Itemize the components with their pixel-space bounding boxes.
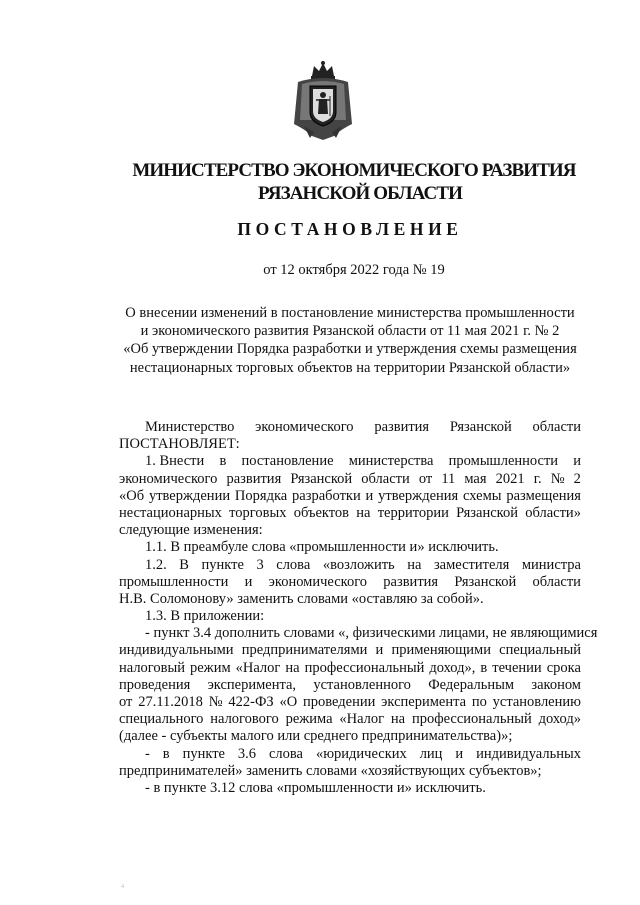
- item1-1-line: 1.1. В преамбуле слова «промышленности и» исключить.: [145, 539, 499, 556]
- preamble-line: [119, 419, 581, 436]
- item1-2-line: [119, 557, 581, 574]
- item1-3-line: - пункт 3.4 дополнить словами «, физическими лицами, не являющимися: [145, 625, 598, 642]
- word: налогового: [210, 711, 279, 728]
- word: торговых: [229, 504, 287, 521]
- word: доход»,: [429, 659, 476, 676]
- word: «Налог: [235, 659, 281, 676]
- word: профессиональный: [411, 711, 532, 728]
- word: индивидуальными: [119, 642, 234, 659]
- item1-line: [119, 488, 581, 505]
- item1-3-line: [119, 642, 581, 659]
- subject-line: «Об утверждении Порядка разработки и утверждения схемы размещения: [123, 341, 577, 358]
- word: «Об: [119, 487, 145, 504]
- word: проведения: [119, 676, 191, 693]
- word: территории: [377, 504, 449, 521]
- word: лиц: [419, 745, 443, 762]
- word: министра: [521, 556, 581, 573]
- word: утверждении: [148, 487, 231, 504]
- item1-3-line: [119, 660, 581, 677]
- word: проведении: [303, 694, 376, 710]
- word: эксперимента: [381, 694, 467, 710]
- word: в: [162, 745, 170, 762]
- item1-3-line: [119, 677, 581, 694]
- word: министерства: [348, 453, 434, 470]
- word: 2: [573, 470, 581, 487]
- word: слова: [276, 556, 311, 573]
- word: разработки: [292, 487, 361, 504]
- word: специальный: [499, 642, 581, 659]
- word: срока: [546, 659, 581, 676]
- word: предпринимателями: [241, 642, 368, 659]
- word: 27.11.2018: [138, 694, 203, 710]
- word: №: [550, 470, 565, 487]
- word: индивидуальных: [476, 745, 581, 762]
- item1-3-line: [119, 746, 581, 763]
- item1-line: [119, 505, 581, 522]
- word: доход»: [538, 711, 581, 728]
- word: эксперимента,: [207, 676, 297, 693]
- word: 2021: [495, 470, 525, 487]
- word: нестационарных: [119, 504, 222, 521]
- word: и: [455, 745, 464, 762]
- word: экономического: [268, 573, 368, 590]
- word: на: [390, 711, 406, 728]
- corner-mark: 4: [121, 884, 124, 890]
- word: Рязанской: [456, 504, 518, 521]
- subject-line: и экономического развития Рязанской области от 11 мая 2021 г. № 2: [140, 323, 560, 340]
- subject-line: нестационарных торговых объектов на территории Рязанской области»: [129, 359, 571, 376]
- item1-2-line: Н.В. Соломонову» заменить словами «оставляю за собой».: [119, 590, 484, 607]
- word: установлению: [492, 694, 581, 710]
- word: налоговый: [119, 659, 185, 676]
- word: области: [532, 419, 581, 435]
- word: профессиональный: [304, 659, 425, 676]
- word: области»: [525, 504, 581, 521]
- ministry-name-line2: РЯЗАНСКОЙ ОБЛАСТИ: [258, 183, 462, 204]
- word: области: [361, 470, 410, 487]
- document-type-heading: ПОСТАНОВЛЕНИЕ: [237, 219, 463, 239]
- word: №: [208, 694, 223, 710]
- item1-3-line: предпринимателей» заменить словами «хозяйствующих субъектов»;: [119, 762, 542, 779]
- word: мая: [464, 470, 487, 487]
- item1-line: следующие изменения:: [119, 522, 263, 539]
- word: слова: [268, 745, 303, 762]
- word: Рязанской: [290, 470, 353, 487]
- word: «О: [279, 694, 298, 710]
- word: В: [179, 556, 189, 573]
- word: от: [119, 694, 133, 710]
- item1-3-title: 1.3. В приложении:: [145, 608, 265, 625]
- item1-3-line: - в пункте 3.12 слова «промышленности и» исключить.: [145, 779, 486, 796]
- word: заместителя: [433, 556, 510, 573]
- item1-3-line: (далее - субъекты малого или среднего предпринимательства)»;: [119, 728, 513, 745]
- word: и: [573, 453, 581, 470]
- item1-2-line: [119, 574, 581, 591]
- word: постановление: [241, 453, 334, 470]
- preamble-line: ПОСТАНОВЛЯЕТ:: [119, 436, 240, 453]
- word: применяющими: [391, 642, 491, 659]
- word: установленного: [313, 676, 411, 693]
- word: «юридических: [315, 745, 407, 762]
- word: в: [480, 659, 488, 676]
- word: от: [418, 470, 433, 487]
- word: на: [407, 556, 422, 573]
- word: и: [244, 573, 253, 590]
- ministry-name-line1: МИНИСТЕРСТВО ЭКОНОМИЧЕСКОГО РАЗВИТИЯ: [132, 160, 576, 181]
- subject-line: О внесении изменений в постановление министерства промышленности: [125, 305, 575, 321]
- word: развития: [374, 419, 430, 435]
- word: промышленности: [119, 573, 229, 590]
- word: Рязанской: [454, 573, 517, 590]
- word: 3.6: [237, 745, 257, 762]
- word: Федеральным: [428, 676, 515, 693]
- document-subject: [30, 304, 640, 377]
- word: области: [532, 573, 581, 590]
- word: 1. Внести: [145, 453, 205, 470]
- document-body: [119, 419, 598, 797]
- word: экономического: [255, 419, 354, 435]
- word: экономического: [119, 470, 218, 487]
- word: Министерство: [145, 419, 235, 435]
- item1-3-line: [119, 694, 581, 711]
- item1-line: [119, 471, 581, 488]
- word: по: [471, 694, 487, 710]
- word: пункте: [201, 556, 244, 573]
- word: развития: [383, 573, 439, 590]
- word: -: [145, 745, 150, 762]
- ryazan-coat-of-arms-icon: [290, 60, 356, 142]
- word: пункте: [182, 745, 225, 762]
- word: специального: [119, 711, 204, 728]
- word: 11: [441, 470, 456, 487]
- word: законом: [531, 676, 581, 693]
- word: «возложить: [322, 556, 395, 573]
- word: 3: [256, 556, 264, 573]
- word: на: [356, 504, 371, 521]
- document-date-number: от 12 октября 2022 года № 19: [263, 262, 445, 278]
- word: г.: [533, 470, 542, 487]
- item1-line: [119, 453, 581, 470]
- word: Порядка: [234, 487, 288, 504]
- word: утверждения: [378, 487, 459, 504]
- word: развития: [226, 470, 282, 487]
- word: промышленности: [448, 453, 559, 470]
- word: 422-ФЗ: [228, 694, 274, 710]
- word: режим: [190, 659, 231, 676]
- word: течении: [492, 659, 542, 676]
- word: схемы: [463, 487, 502, 504]
- word: размещения: [506, 487, 581, 504]
- word: объектов: [293, 504, 350, 521]
- word: режима: [285, 711, 333, 728]
- word: и: [375, 642, 384, 659]
- item1-3-line: [119, 711, 581, 728]
- word: «Налог: [339, 711, 385, 728]
- word: 1.2.: [145, 556, 167, 573]
- word: и: [365, 487, 374, 504]
- word: в: [219, 453, 227, 470]
- word: Рязанской: [449, 419, 512, 435]
- word: на: [285, 659, 300, 676]
